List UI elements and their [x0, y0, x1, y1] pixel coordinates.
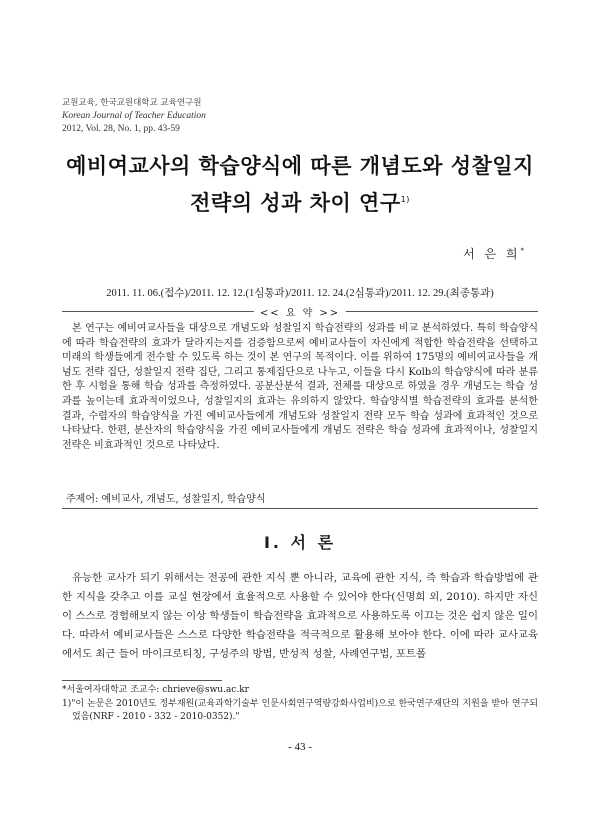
- paper-title: [40, 150, 560, 220]
- author-footnote-mark: *: [520, 247, 524, 255]
- title-footnote-mark: 1): [400, 195, 410, 204]
- journal-volume: 2012, Vol. 28, No. 1, pp. 43-59: [62, 124, 180, 134]
- footnote-author: *서울여자대학교 조교수: chrieve@swu.ac.kr: [62, 685, 249, 695]
- section-title: Ⅰ. 서 론: [263, 533, 337, 552]
- title-line-2-text: 전략의 성과 차이 연구: [190, 191, 401, 215]
- title-line-1: 예비여교사의 학습양식에 따른 개념도와 성찰일지: [66, 154, 534, 178]
- keywords: 주제어: 예비교사, 개념도, 성찰일지, 학습양식: [66, 494, 266, 505]
- footnotes: [62, 684, 538, 725]
- journal-header: [62, 97, 206, 136]
- abstract-heading: [62, 305, 538, 317]
- abstract-bottom-rule: [62, 508, 538, 509]
- author: [463, 245, 524, 262]
- journal-name-en: Korean Journal of Teacher Education: [62, 111, 206, 121]
- title-line-2: [40, 183, 560, 220]
- author-name: 서 은 희: [463, 247, 521, 261]
- journal-name-kr: 교원교육, 한국교원대학교 교육연구원: [62, 98, 202, 108]
- page-number: - 43 -: [288, 741, 312, 753]
- footnote-rule: [62, 680, 222, 681]
- body-paragraph: 유능한 교사가 되기 위해서는 전공에 관한 지식 뿐 아니라, 교육에 관한 지식, 즉 학습과 학습방법에 관한 지식을 갖추고 이를 교실 현장에서 효율적으로 사용할 수 있어야 한다(신명희 외, 2010). 하지만 자신이 스스로 경험해보지 않는 이상 학생들이 학습전략을 효과적으로 사용하도록 이끄는 것은 쉽지 않은 일이다. 따라서 예비교사들은 스스로 다양한 학습전략을 적극적으로 활용해 보아야 한다. 이에 따라 교사교육에서도 최근 들어 마이크로티칭, 구성주의 방법, 반성적 성찰, 사례연구법, 포트폴: [62, 572, 538, 660]
- abstract-label: << 요 약 >>: [254, 304, 346, 319]
- footnote-funding: 1)"이 논문은 2010년도 정부재원(교육과학기술부 인문사회연구역량강화사업비)으로 한국연구재단의 지원을 받아 연구되었음(NRF - 2010 - 332 - 2010-0352).": [62, 698, 538, 722]
- submission-dates: 2011. 11. 06.(접수)/2011. 12. 12.(1심통과)/2011. 12. 24.(2심통과)/2011. 12. 29.(최종통과): [106, 288, 494, 299]
- abstract-text: 본 연구는 예비여교사들을 대상으로 개념도와 성찰일지 학습전략의 성과를 비교 분석하였다. 특히 학습양식에 따라 학습전략의 효과가 달라지는지를 검증함으로써 예비교사들이 자신에게 적합한 학습전략을 선택하고 미래의 학생들에게 전수할 수 있도록 하는 것이 본 연구의 목적이다. 이를 위하여 175명의 예비여교사들을 개념도 전략 집단, 성찰일지 전략 집단, 그리고 통제집단으로 나누고, 이들을 다시 Kolb의 학습양식에 따라 분류한 후 시험을 통해 학습 성과를 측정하였다. 공분산분석 결과, 전체를 대상으로 하였을 경우 개념도는 학습 성과를 높이는데 효과적이었으나, 성찰일지의 효과는 유의하지 않았다. 학습양식별 학습전략의 효과를 분석한 결과, 수렴자의 학습양식을 가진 예비교사들에게 개념도와 성찰일지 전략 모두 학습 성과에 효과적인 것으로 나타났다. 한편, 분산자의 학습양식을 가진 예비교사들에게 개념도 전략은 학습 성과에 효과적이나, 성찰일지 전략은 비효과적인 것으로 나타났다.: [62, 323, 538, 451]
